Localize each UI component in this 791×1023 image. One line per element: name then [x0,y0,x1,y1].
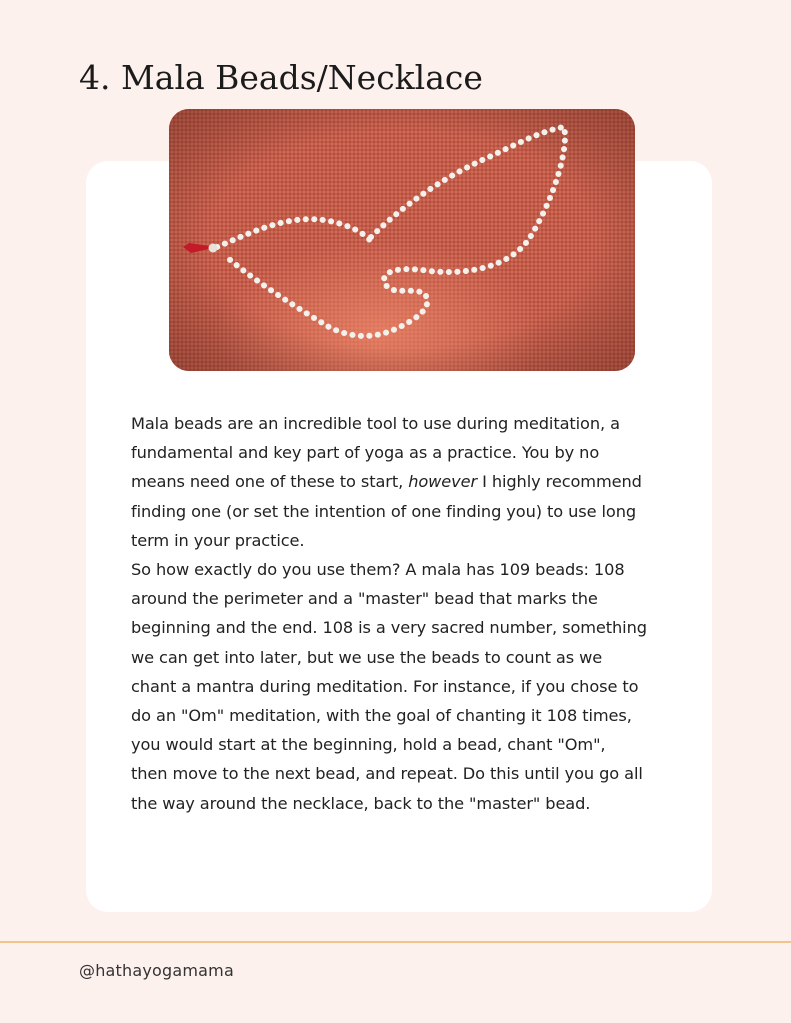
body-line: term in your practice. [131,530,305,550]
body-text [131,409,679,818]
body-line: we can get into later, but we use the beads to count as we [131,647,603,667]
social-handle: @hathayogamama [79,961,234,980]
body-line: beginning and the end. 108 is a very sacred number, something [131,618,647,638]
emphasis-however: however [408,472,478,492]
page-title: 4. Mala Beads/Necklace [79,58,483,97]
body-line: then move to the next bead, and repeat. Do this until you go all [131,764,643,784]
body-line: So how exactly do you use them? A mala has 109 beads: 108 [131,560,625,580]
body-line: means need one of these to start, however I highly recommend [131,472,642,492]
body-line: fundamental and key part of yoga as a practice. You by no [131,443,600,463]
body-line: do an "Om" meditation, with the goal of chanting it 108 times, [131,706,632,726]
body-line: Mala beads are an incredible tool to use during meditation, a [131,414,620,433]
mala-beads-image [169,109,635,371]
footer-divider [0,941,791,943]
master-bead-icon [209,244,218,253]
body-line: the way around the necklace, back to the "master" bead. [131,793,591,813]
body-line: you would start at the beginning, hold a bead, chant "Om", [131,735,606,755]
mala-beads-photo [169,109,635,371]
body-line: chant a mantra during meditation. For instance, if you chose to [131,676,639,696]
body-line: around the perimeter and a "master" bead that marks the [131,589,598,609]
body-line: finding one (or set the intention of one finding you) to use long [131,501,637,521]
